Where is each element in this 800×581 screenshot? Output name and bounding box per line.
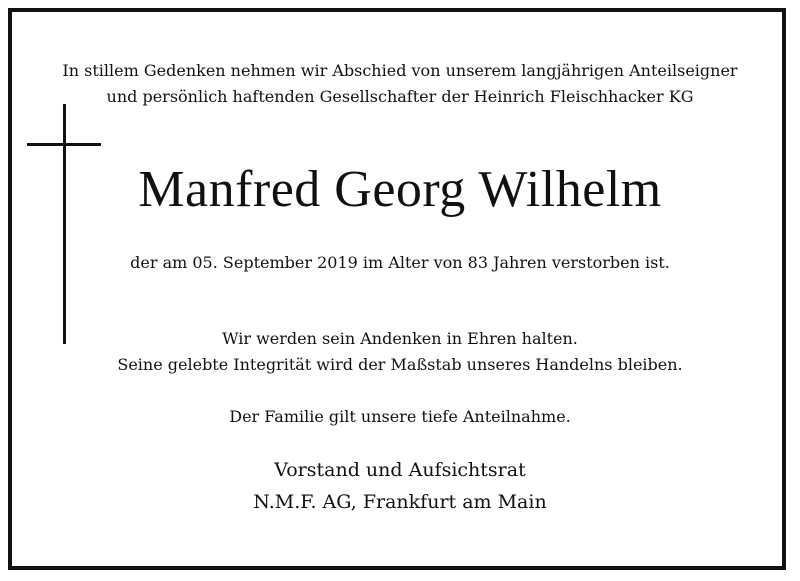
remembrance-text: [0, 326, 800, 378]
remembrance-line: Seine gelebte Integrität wird der Maßstab unseres Handelns bleiben.: [117, 355, 683, 374]
signature-block: [0, 454, 800, 518]
intro-line: und persönlich haftenden Gesellschafter der Heinrich Fleischhacker KG: [106, 87, 694, 106]
intro-text: [0, 58, 800, 110]
intro-line: In stillem Gedenken nehmen wir Abschied von unserem langjährigen Anteilseigner: [62, 61, 738, 80]
signature-line: N.M.F. AG, Frankfurt am Main: [253, 491, 547, 513]
condolence-text: Der Familie gilt unsere tiefe Anteilnahme.: [229, 407, 571, 426]
deceased-name: Manfred Georg Wilhelm: [138, 161, 662, 218]
remembrance-line: Wir werden sein Andenken in Ehren halten.: [222, 329, 578, 348]
cross-horizontal-bar: [27, 143, 101, 146]
cross-vertical-bar: [63, 104, 66, 344]
death-date-line: der am 05. September 2019 im Alter von 83 Jahren verstorben ist.: [130, 253, 670, 272]
signature-line: Vorstand und Aufsichtsrat: [274, 459, 526, 481]
